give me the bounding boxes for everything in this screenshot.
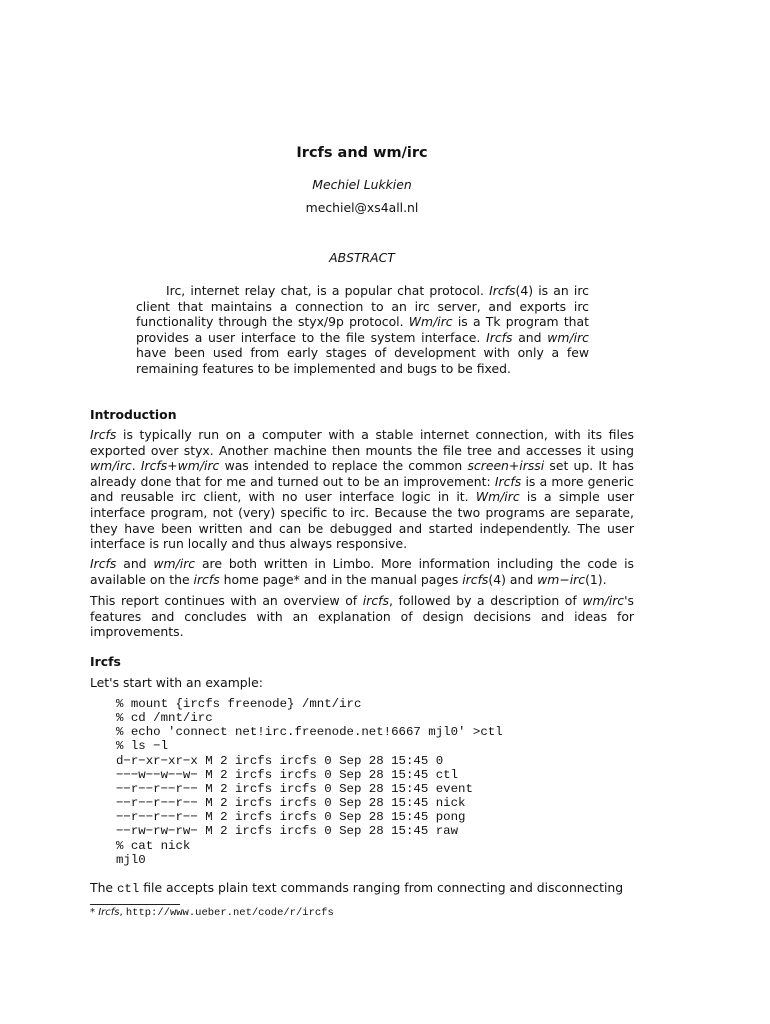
- intro-paragraph-1: Ircfs is typically run on a computer with a stable internet connection, with its files exported over styx. Another machine then mounts the file tree and accesses it using wm/irc. Ircfs+wm/irc was intended to replace the common screen+irssi set up. It has already done that for me and turned out to be an improvement: Ircfs is a more generic and reusable irc client, with no user interface logic in it. Wm/irc is a simple user interface program, not (very) specific to irc. Because the two programs are separate, they have been written and can be debugged and started independently. The user interface is run locally and thus always responsive.: [90, 427, 634, 552]
- code-line: % mount {ircfs freenode} /mnt/irc: [116, 697, 362, 711]
- footnote-url[interactable]: http://www.ueber.net/code/r/ircfs: [125, 907, 334, 919]
- author-name: Mechiel Lukkien: [312, 177, 412, 192]
- code-line: d−r−xr−xr−x M 2 ircfs ircfs 0 Sep 28 15:45 0: [116, 753, 444, 768]
- code-line: −−r−−r−−r−− M 2 ircfs ircfs 0 Sep 28 15:45 nick: [116, 796, 466, 811]
- code-line: % ls −l: [116, 739, 169, 754]
- section-heading-ircfs: Ircfs: [90, 654, 121, 669]
- intro-paragraph-3: This report continues with an overview of ircfs, followed by a description of wm/irc's features and concludes with an explanation of design decisions and ideas for improvements.: [90, 593, 634, 640]
- code-line: −−rw−rw−rw− M 2 ircfs ircfs 0 Sep 28 15:45 raw: [116, 824, 459, 839]
- section-heading-introduction: Introduction: [90, 407, 177, 422]
- ircfs-paragraph-1: The ctl file accepts plain text commands ranging from connecting and disconnecting: [90, 880, 624, 896]
- abstract-heading: ABSTRACT: [329, 250, 395, 265]
- code-example: [116, 697, 503, 867]
- footnote-rule: [90, 904, 180, 905]
- code-line: mjl0: [116, 852, 146, 867]
- code-line: % echo 'connect net!irc.freenode.net!6667 mjl0' >ctl: [116, 725, 503, 740]
- author-email: mechiel@xs4all.nl: [305, 200, 419, 215]
- abstract-text: Irc, internet relay chat, is a popular chat protocol. Ircfs(4) is an irc client that maintains a connection to an irc server, and exports irc functionality through the styx/9p protocol. Wm/irc is a Tk program that provides a user interface to the file system interface. Ircfs and wm/irc have been used from early stages of development with only a few remaining features to be implemented and bugs to be fixed.: [136, 283, 589, 376]
- code-line: −−r−−r−−r−− M 2 ircfs ircfs 0 Sep 28 15:45 pong: [116, 810, 466, 825]
- paper-title: Ircfs and wm/irc: [296, 145, 428, 161]
- code-line: % cat nick: [116, 838, 191, 853]
- code-line: −−r−−r−−r−− M 2 ircfs ircfs 0 Sep 28 15:45 event: [116, 781, 473, 796]
- ircfs-lead-text: Let's start with an example:: [90, 675, 263, 690]
- code-line: −−−w−−w−−w− M 2 ircfs ircfs 0 Sep 28 15:45 ctl: [116, 767, 459, 782]
- code-line: % cd /mnt/irc: [116, 711, 213, 726]
- intro-paragraph-2: Ircfs and wm/irc are both written in Limbo. More information including the code is available on the ircfs home page* and in the manual pages ircfs(4) and wm−irc(1).: [90, 556, 634, 587]
- footnote: * Ircfs, http://www.ueber.net/code/r/ircfs: [90, 907, 334, 919]
